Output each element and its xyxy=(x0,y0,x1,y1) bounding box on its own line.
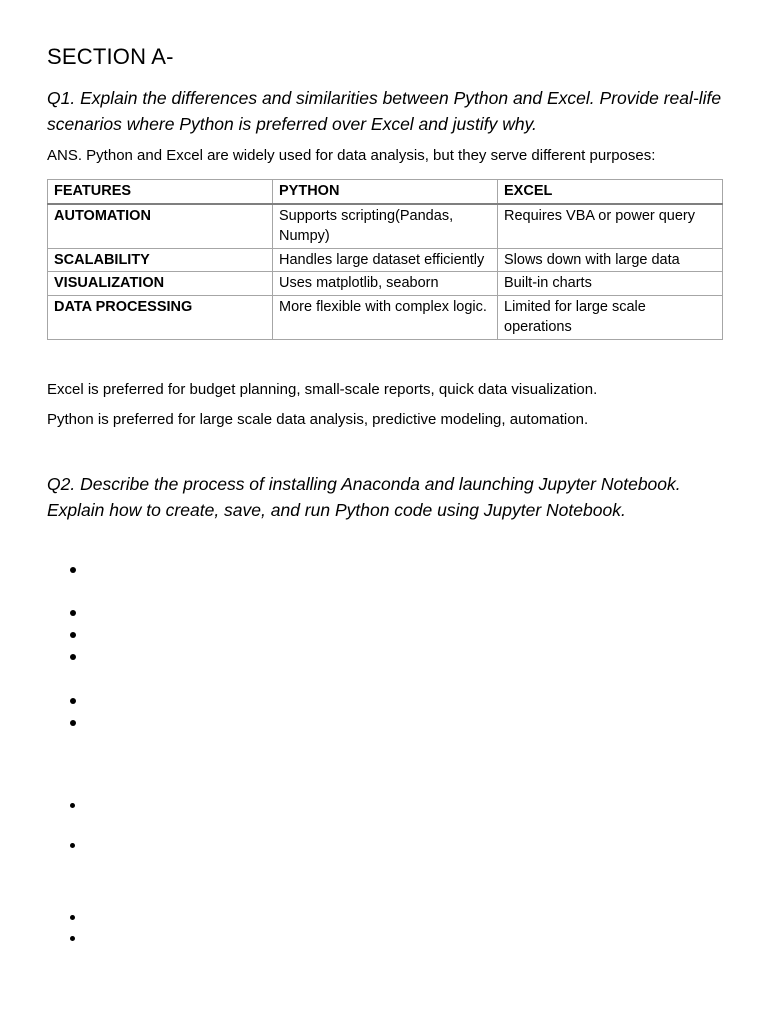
comparison-table xyxy=(47,179,723,340)
bullet-icon xyxy=(70,654,76,660)
python-cell: Handles large dataset efficiently xyxy=(273,248,498,272)
question-1: Q1. Explain the differences and similarities between Python and Excel. Provide real-life scenarios where Python is preferred over Excel and justify why. xyxy=(47,88,722,134)
bullet-icon xyxy=(70,843,75,848)
header-features: FEATURES xyxy=(48,180,273,204)
answer-intro: ANS. Python and Excel are widely used for data analysis, but they serve different purposes: xyxy=(47,147,656,164)
python-cell: Uses matplotlib, seaborn xyxy=(273,272,498,296)
table-row xyxy=(48,248,723,272)
excel-cell: Built-in charts xyxy=(498,272,723,296)
header-excel: EXCEL xyxy=(498,180,723,204)
table-row xyxy=(48,272,723,296)
table-row xyxy=(48,204,723,249)
bullet-icon xyxy=(70,698,76,704)
bullet-icon xyxy=(70,803,75,808)
bullet-icon xyxy=(70,936,75,941)
question-2: Q2. Describe the process of installing Anaconda and launching Jupyter Notebook. Explain how to create, save, and run Python code using Jupyter Notebook. xyxy=(47,474,681,520)
excel-cell: Limited for large scale operations xyxy=(498,295,723,339)
bullet-icon xyxy=(70,915,75,920)
excel-preferred-text: Excel is preferred for budget planning, small-scale reports, quick data visualization. xyxy=(47,381,598,398)
feature-cell: SCALABILITY xyxy=(48,248,273,272)
python-cell: More flexible with complex logic. xyxy=(273,295,498,339)
section-title: SECTION A- xyxy=(47,44,174,69)
table-header-row xyxy=(48,180,723,204)
python-preferred-text: Python is preferred for large scale data analysis, predictive modeling, automation. xyxy=(47,411,589,428)
table-row xyxy=(48,295,723,339)
feature-cell: AUTOMATION xyxy=(48,204,273,249)
feature-cell: DATA PROCESSING xyxy=(48,295,273,339)
bullet-icon xyxy=(70,632,76,638)
excel-cell: Slows down with large data xyxy=(498,248,723,272)
bullet-icon xyxy=(70,720,76,726)
python-cell: Supports scripting(Pandas, Numpy) xyxy=(273,204,498,249)
header-python: PYTHON xyxy=(273,180,498,204)
bullet-icon xyxy=(70,567,76,573)
feature-cell: VISUALIZATION xyxy=(48,272,273,296)
bullet-icon xyxy=(70,610,76,616)
excel-cell: Requires VBA or power query xyxy=(498,204,723,249)
